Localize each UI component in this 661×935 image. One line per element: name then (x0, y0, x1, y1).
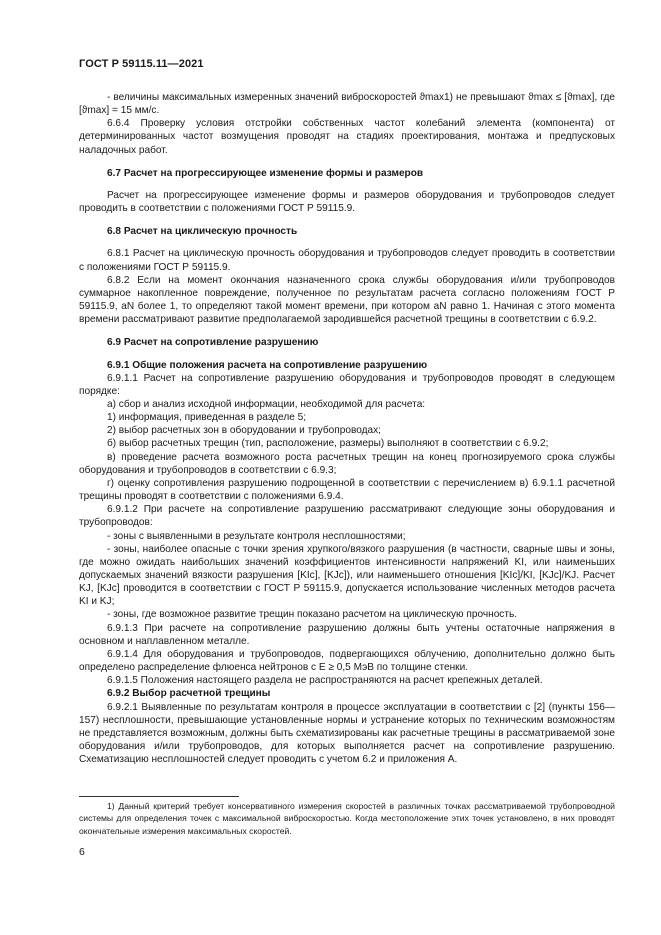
list-item-zones-cracks: - зоны, где возможное развитие трещин показано расчетом на циклическую прочность. (107, 609, 518, 621)
list-item-v: в) проведение расчета возможного роста расчетных трещин на конец прогнозируемого срока службы оборудования и трубопроводов в соответствии с 6.9.3; (79, 451, 615, 476)
list-item-a-2: 2) выбор расчетных зон в оборудовании и трубопроводах; (107, 425, 381, 437)
footnote (79, 800, 615, 837)
document-header: ГОСТ Р 59115.11—2021 (79, 58, 204, 70)
list-item-zones-dangerous: - зоны, наиболее опасные с точки зрения хрупкого/вязкого разрушения (в частности, сварные швы и зоны, где можно ожидать наибольших значений коэффициентов интенсивности напряжений KI, или наименьших допускаемых значений вязкости разрушения [KIc], [KJc]), или наименьшего отношения [KIc]/KI, [KJc]/KJ. Расчет KJ, [KJc] проводится в соответствии с ГОСТ Р 59115.9, допускается использование численных методов расчета KI и KJ; (79, 543, 615, 608)
paragraph-6-9-1-1: 6.9.1.1 Расчет на сопротивление разрушению оборудования и трубопроводов проводят в следующем порядке: (79, 372, 615, 397)
paragraph-6-8-1: 6.8.1 Расчет на циклическую прочность оборудования и трубопроводов следует проводить в соответствии с положениями ГОСТ Р 59115.9. (79, 248, 615, 273)
heading-6-9: 6.9 Расчет на сопротивление разрушению (107, 337, 319, 349)
heading-6-9-1: 6.9.1 Общие положения расчета на сопротивление разрушению (107, 359, 428, 371)
document-body (79, 91, 615, 766)
paragraph-6-9-1-5: 6.9.1.5 Положения настоящего раздела не распространяются на расчет крепежных деталей. (107, 675, 543, 687)
paragraph-6-6-4: 6.6.4 Проверку условия отстройки собственных частот колебаний элемента (компонента) от детерминированных частот возмущения проводят на стадиях проектирования, монтажа и предпусковых наладочных работ. (79, 118, 615, 156)
footnote-text: 1) Данный критерий требует консервативного измерения скоростей в различных точках рассматриваемой трубопроводной системы для определения точек с максимальной виброскоростью. Когда местоположение этих точек установлено, в них проводят окончательные измерения максимальных скоростей. (79, 801, 615, 836)
footnote-divider (79, 796, 239, 797)
paragraph-6-9-1-4: 6.9.1.4 Для оборудования и трубопроводов, подвергающихся облучению, дополнительно должно быть определено распределение флюенса нейтронов с E ≥ 0,5 МэВ по толщине стенки. (79, 648, 615, 674)
list-item-a-1: 1) информация, приведенная в разделе 5; (107, 412, 307, 424)
heading-6-9-2: 6.9.2 Выбор расчетной трещины (107, 688, 271, 700)
paragraph-6-8-2: 6.8.2 Если на момент окончания назначенного срока службы оборудования и/или трубопроводов суммарное накопленное повреждение, полученное по результатам расчета согласно положениям ГОСТ Р 59115.9, aN более 1, то определяют такой момент времени, при котором aN равно 1. Начиная с этого момента времени рассматривают развитие предполагаемой зародившейся расчетной трещины в соответствии с 6.9.2. (79, 274, 615, 326)
page-number: 6 (79, 846, 85, 858)
heading-6-8: 6.8 Расчет на циклическую прочность (107, 226, 298, 238)
heading-6-7: 6.7 Расчет на прогрессирующее изменение формы и размеров (107, 167, 424, 179)
list-item-g: г) оценку сопротивления разрушению подрощенной в соответствии с перечислением в) 6.9.1.1 расчетной трещины проводят в соответствии с положениями 6.9.4. (79, 477, 615, 503)
paragraph-6-9-1-3: 6.9.1.3 При расчете на сопротивление разрушению должны быть учтены остаточные напряжения в основном и наплавленном металле. (79, 622, 615, 647)
paragraph-6-9-2-1: 6.9.2.1 Выявленные по результатам контроля в процессе эксплуатации в соответствии с [2] (пункты 156—157) несплошности, превышающие установленные нормы и устранение которых по техническим возможностям не представляется возможным, должны быть схематизированы как расчетные трещины в рассматриваемой зоне оборудования и/или трубопроводов, для которых выполняется расчет на сопротивление разрушению. Схематизацию несплошностей следует проводить с учетом 6.2 и приложения А. (79, 701, 615, 766)
paragraph-6-7: Расчет на прогрессирующее изменение формы и размеров оборудования и трубопроводов следует проводить в соответствии с положениями ГОСТ Р 59115.9. (79, 189, 615, 215)
list-item-a: а) сбор и анализ исходной информации, необходимой для расчета: (107, 398, 426, 410)
paragraph-vibration-criterion: - величины максимальных измеренных значений виброскоростей ϑmax1) не превышают ϑmax ≤ [ϑmax], где [ϑmax] = 15 мм/с. (79, 92, 615, 117)
list-item-b: б) выбор расчетных трещин (тип, расположение, размеры) выполняют в соответствии с 6.9.2; (107, 438, 549, 450)
list-item-zones-defects: - зоны с выявленными в результате контроля несплошностями; (107, 530, 406, 542)
paragraph-6-9-1-2: 6.9.1.2 При расчете на сопротивление разрушению рассматривают следующие зоны оборудования и трубопроводов: (79, 504, 615, 529)
